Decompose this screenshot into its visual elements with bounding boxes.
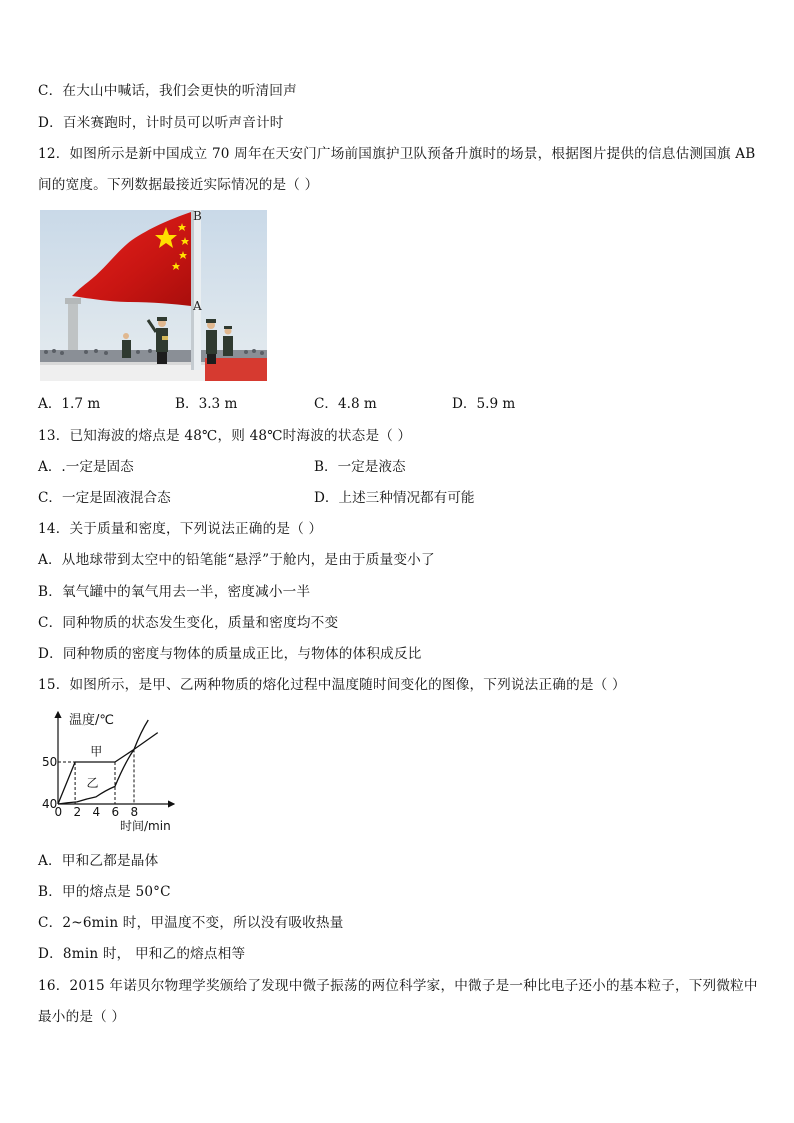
q14-option-d: D．同种物质的密度与物体的质量成正比，与物体的体积成反比 xyxy=(38,646,422,662)
q15-stem: 15．如图所示，是甲、乙两种物质的熔化过程中温度随时间变化的图像，下列说法正确的是（ ） xyxy=(38,677,626,693)
q15-option-d: D．8min 时， 甲和乙的熔点相等 xyxy=(38,946,246,962)
q16-stem-line1: 16．2015 年诺贝尔物理学奖颁给了发现中微子振荡的两位科学家，中微子是一种比电子还小的基本粒子，下列微粒中 xyxy=(38,978,758,994)
x-tick-label: 0 xyxy=(54,805,63,819)
q14-option-b: B．氧气罐中的氧气用去一半，密度减小一半 xyxy=(38,584,311,600)
q14-option-a: A．从地球带到太空中的铅笔能“悬浮”于舱内，是由于质量变小了 xyxy=(38,552,435,568)
q15-option-c: C．2~6min 时，甲温度不变，所以没有吸收热量 xyxy=(38,915,344,931)
q16-stem-line2: 最小的是（ ） xyxy=(38,1009,126,1025)
q11-option-d: D．百米赛跑时，计时员可以听声音计时 xyxy=(38,115,284,131)
series-label-yi: 乙 xyxy=(86,776,99,791)
q15-option-a: A．甲和乙都是晶体 xyxy=(38,853,159,869)
flag-raising-photo xyxy=(40,210,267,381)
q13-option-a: A．.一定是固态 xyxy=(38,459,134,475)
q14-stem: 14．关于质量和密度，下列说法正确的是（ ） xyxy=(38,521,323,537)
x-axis-label: 时间/min xyxy=(120,819,171,833)
melting-curve-chart xyxy=(38,706,188,836)
q13-option-c: C．一定是固液混合态 xyxy=(38,490,171,506)
q11-option-c: C．在大山中喊话，我们会更快的听清回声 xyxy=(38,83,297,99)
q12-option-b: B．3.3 m xyxy=(175,396,238,412)
q14-option-c: C．同种物质的状态发生变化，质量和密度均不变 xyxy=(38,615,339,631)
x-tick-label: 2 xyxy=(73,805,82,819)
y-tick-label: 40 xyxy=(42,797,58,811)
q13-stem: 13．已知海波的熔点是 48℃，则 48℃时海波的状态是（ ） xyxy=(38,428,412,444)
photo-label-b: B xyxy=(193,210,202,223)
q15-option-b: B．甲的熔点是 50°C xyxy=(38,884,171,900)
q12-option-c: C．4.8 m xyxy=(314,396,377,412)
q12-option-a: A．1.7 m xyxy=(38,396,101,412)
y-tick-label: 50 xyxy=(42,755,58,769)
q13-option-d: D．上述三种情况都有可能 xyxy=(314,490,475,506)
photo-label-a: A xyxy=(193,299,202,313)
x-tick-label: 4 xyxy=(92,805,101,819)
series-line-jia xyxy=(58,733,158,804)
y-axis-label: 温度/℃ xyxy=(69,713,114,728)
q12-option-d: D．5.9 m xyxy=(452,396,516,412)
q12-stem-line2: 间的宽度。下列数据最接近实际情况的是（ ） xyxy=(38,177,319,193)
x-tick-label: 8 xyxy=(130,805,139,819)
q12-stem-line1: 12．如图所示是新中国成立 70 周年在天安门广场前国旗护卫队预备升旗时的场景，根据图片提供的信息估测国旗 AB xyxy=(38,146,756,162)
series-label-jia: 甲 xyxy=(90,744,103,759)
q13-option-b: B．一定是液态 xyxy=(314,459,406,475)
x-tick-label: 6 xyxy=(111,805,120,819)
